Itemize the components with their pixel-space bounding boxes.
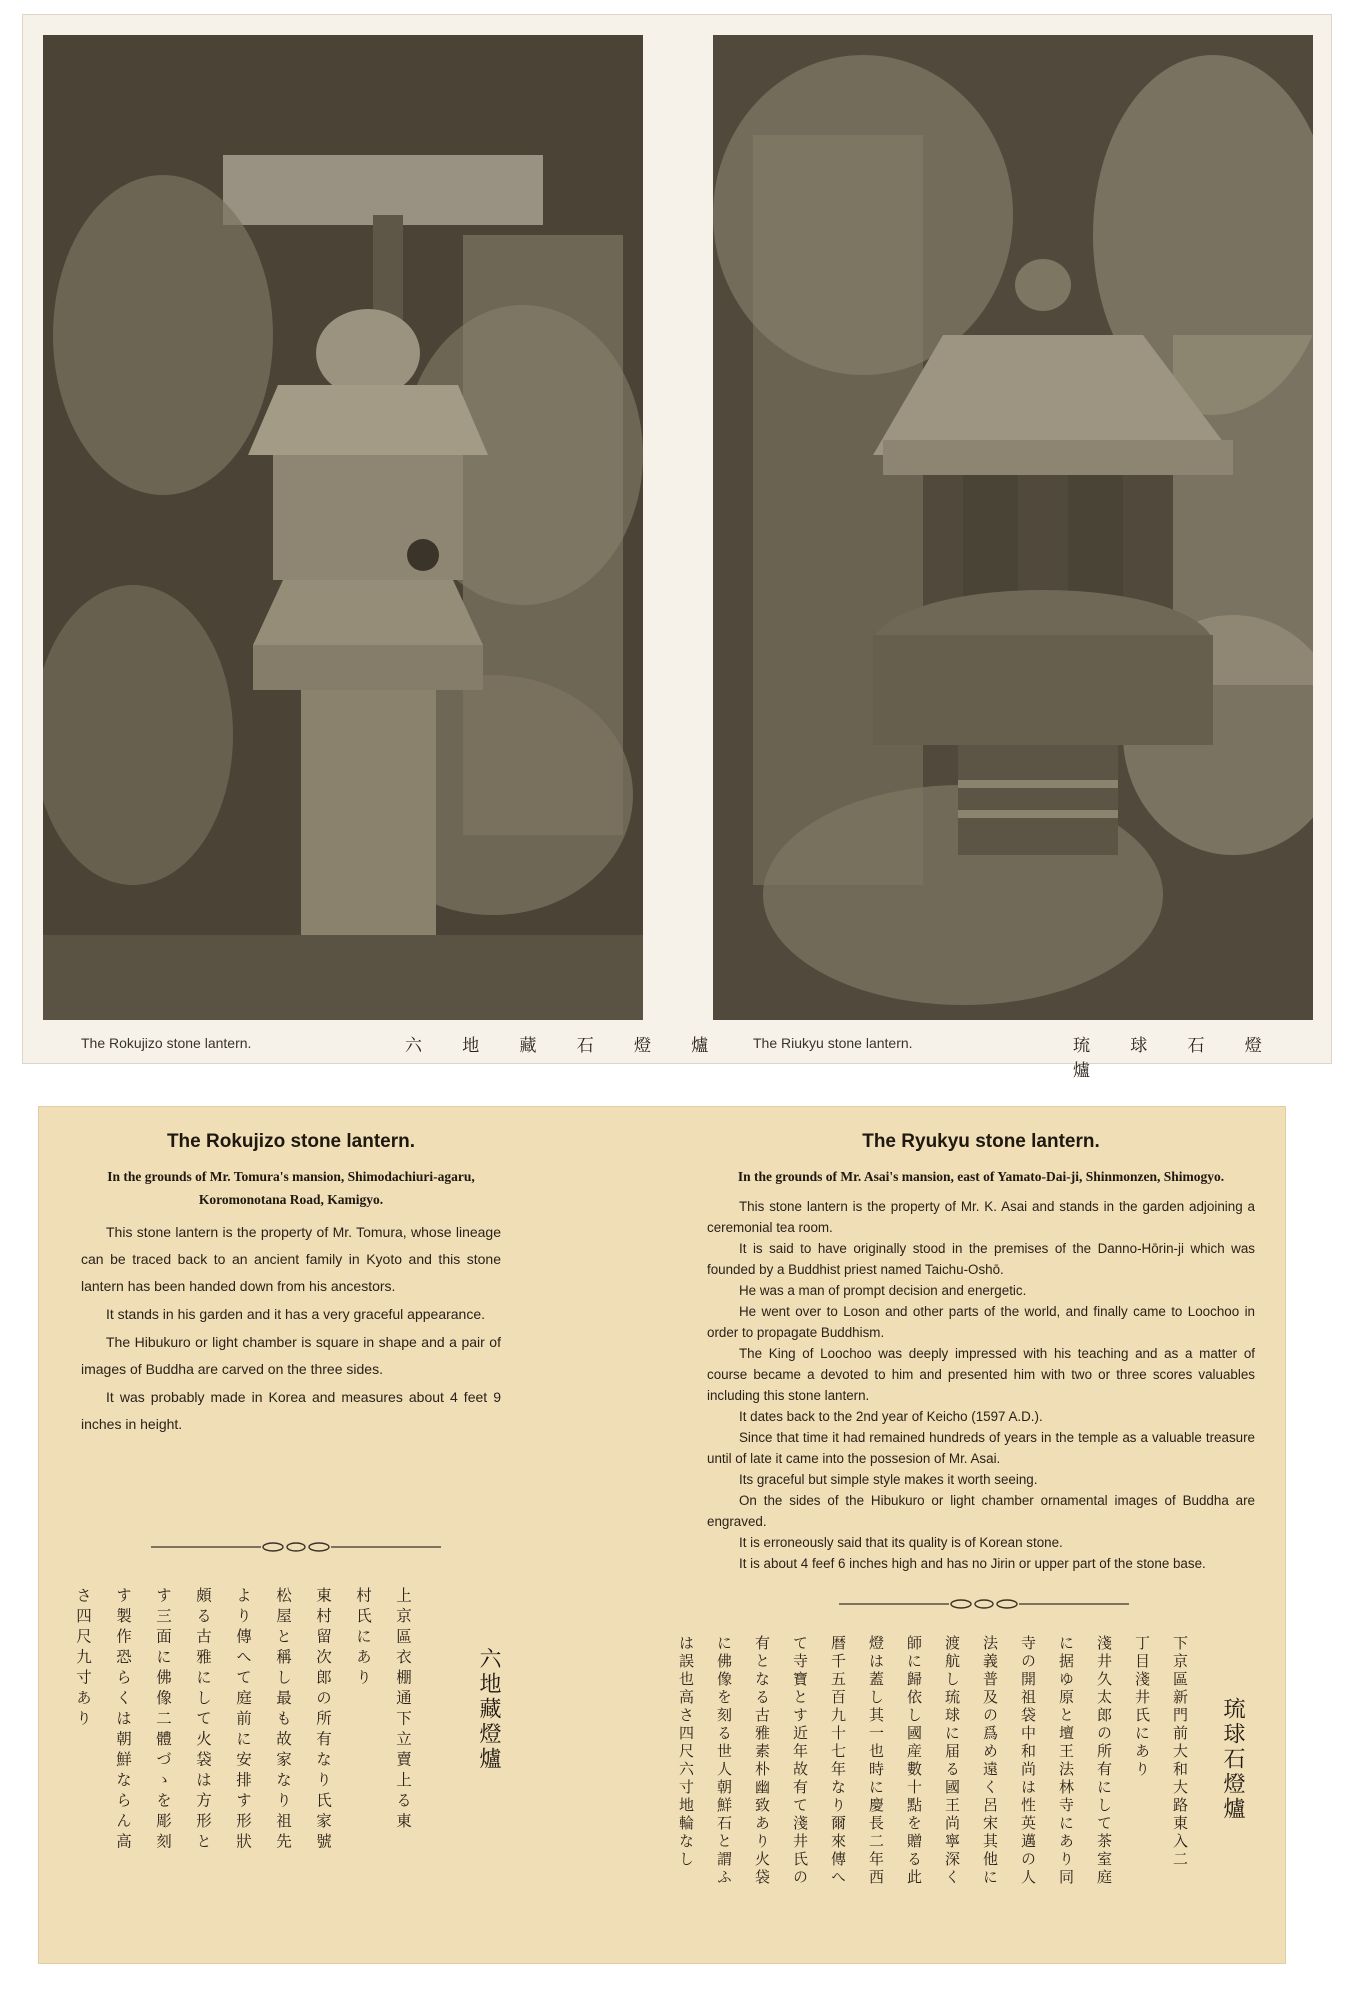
ryukyu-article [707, 1131, 1255, 1574]
jp-column: 上京區衣棚通下立賣上る東 [394, 1587, 412, 1833]
jp-column: は誤也高さ四尺六寸地輪なし [677, 1635, 695, 1869]
ryukyu-paragraph: This stone lantern is the property of Mr. K. Asai and stands in the garden adjoining a ceremonial tea room. [707, 1199, 1255, 1235]
right-photo-caption-en: The Riukyu stone lantern. [753, 1035, 913, 1051]
ryukyu-paragraph: On the sides of the Hibukuro or light chamber ornamental images of Buddha are engraved. [707, 1493, 1255, 1529]
rokujizo-article [81, 1131, 501, 1439]
rokujizo-paragraph: It was probably made in Korea and measures about 4 feet 9 inches in height. [81, 1389, 501, 1432]
right-ornament-divider [839, 1598, 1129, 1610]
ryukyu-paragraph: He was a man of prompt decision and energetic. [739, 1283, 1027, 1298]
left-photo-caption-en: The Rokujizo stone lantern. [81, 1035, 252, 1051]
ryukyu-paragraph: He went over to Loson and other parts of the world, and finally came to Loochoo in order to propagate Buddhism. [707, 1304, 1255, 1340]
jp-column: 頗る古雅にして火袋は方形と [194, 1587, 212, 1854]
photo-plate [22, 14, 1332, 1080]
riukyu-lantern-photo [713, 35, 1313, 1020]
jp-column: す三面に佛像二體づゝを彫刻 [154, 1587, 172, 1854]
jp-column: 丁目淺井氏にあり [1133, 1635, 1151, 1779]
rokujizo-jp-title: 六地藏燈爐 [476, 1647, 501, 1772]
jp-column: 下京區新門前大和大路東入二 [1171, 1635, 1189, 1869]
ryukyu-jp-text [667, 1635, 1199, 1955]
jp-column: 東村留次郎の所有なり氏家號 [314, 1587, 332, 1854]
right-photo-caption-jp: 琉 球 石 燈 爐 [1073, 1036, 1280, 1080]
jp-column: 寺の開祖袋中和尚は性英邁の人 [1019, 1635, 1037, 1887]
jp-column: さ四尺九寸あり [74, 1587, 92, 1731]
jp-column: 有となる古雅素朴幽致あり火袋 [753, 1635, 771, 1887]
jp-column: より傳へて庭前に安排す形狀 [234, 1587, 252, 1854]
jp-column: 師に歸依し國産數十點を贈る此 [905, 1635, 923, 1887]
text-page [38, 1106, 1286, 1964]
jp-column: 渡航し琉球に届る國王尚寧深く [943, 1635, 961, 1887]
ryukyu-paragraph: Its graceful but simple style makes it worth seeing. [739, 1472, 1038, 1487]
rokujizo-title: The Rokujizo stone lantern. [166, 1131, 416, 1152]
jp-column: に佛像を刻る世人朝鮮石と謂ふ [715, 1635, 733, 1887]
ryukyu-title: The Ryukyu stone lantern. [862, 1131, 1100, 1152]
ryukyu-location: In the grounds of Mr. Asai's mansion, east of Yamato-Dai-ji, Shinmonzen, Shimogyo. [737, 1169, 1225, 1184]
ryukyu-paragraph: The King of Loochoo was deeply impressed with his teaching and as a matter of course became a devoted to him and presented him with two or three scores valuables including this stone lantern. [707, 1346, 1255, 1403]
rokujizo-jp-text [63, 1587, 423, 1957]
jp-column: 燈は蓋し其一也時に慶長二年西 [867, 1635, 885, 1887]
jp-column: 法義普及の爲め遠く呂宋其他に [981, 1635, 999, 1887]
left-ornament-divider [151, 1541, 441, 1553]
rokujizo-paragraph: This stone lantern is the property of Mr. Tomura, whose lineage can be traced back to an ancient family in Kyoto and this stone lantern has been handed down from his ancestors. [81, 1224, 501, 1294]
ryukyu-paragraph: It is said to have originally stood in the premises of the Danno-Hōrin-ji which was founded by a Buddhist priest named Taichu-Oshō. [707, 1241, 1255, 1277]
ryukyu-paragraph: It dates back to the 2nd year of Keicho (1597 A.D.). [739, 1409, 1043, 1424]
left-photo-caption-jp: 六 地 藏 石 燈 爐 [405, 1036, 727, 1055]
ryukyu-paragraph: It is about 4 feef 6 inches high and has no Jirin or upper part of the stone base. [739, 1556, 1206, 1571]
rokujizo-paragraph: The Hibukuro or light chamber is square in shape and a pair of images of Buddha are carved on the three sides. [81, 1334, 501, 1377]
rokujizo-paragraph: It stands in his garden and it has a very graceful appearance. [106, 1306, 486, 1322]
jp-column: に据ゆ原と壇王法林寺にあり同 [1057, 1635, 1075, 1887]
ryukyu-jp-title: 琉球石燈爐 [1220, 1697, 1245, 1822]
rokujizo-location: In the grounds of Mr. Tomura's mansion, Shimodachiuri-agaru, Koromonotana Road, Kamigyo. [107, 1169, 475, 1207]
jp-column: 村氏にあり [354, 1587, 372, 1690]
ryukyu-paragraph: Since that time it had remained hundreds of years in the temple as a valuable treasure until of late it came into the possesion of Mr. Asai. [707, 1430, 1255, 1466]
jp-column: す製作恐らくは朝鮮ならん高 [114, 1587, 132, 1854]
jp-column: 松屋と稱し最も故家なり祖先 [274, 1587, 292, 1854]
rokujizo-lantern-photo [43, 35, 643, 1020]
jp-column: 淺井久太郎の所有にして茶室庭 [1095, 1635, 1113, 1887]
jp-column: 暦千五百九十七年なり爾來傳へ [829, 1635, 847, 1887]
jp-column: て寺寶とす近年故有て淺井氏の [791, 1635, 809, 1887]
ryukyu-paragraph: It is erroneously said that its quality is of Korean stone. [739, 1535, 1063, 1550]
